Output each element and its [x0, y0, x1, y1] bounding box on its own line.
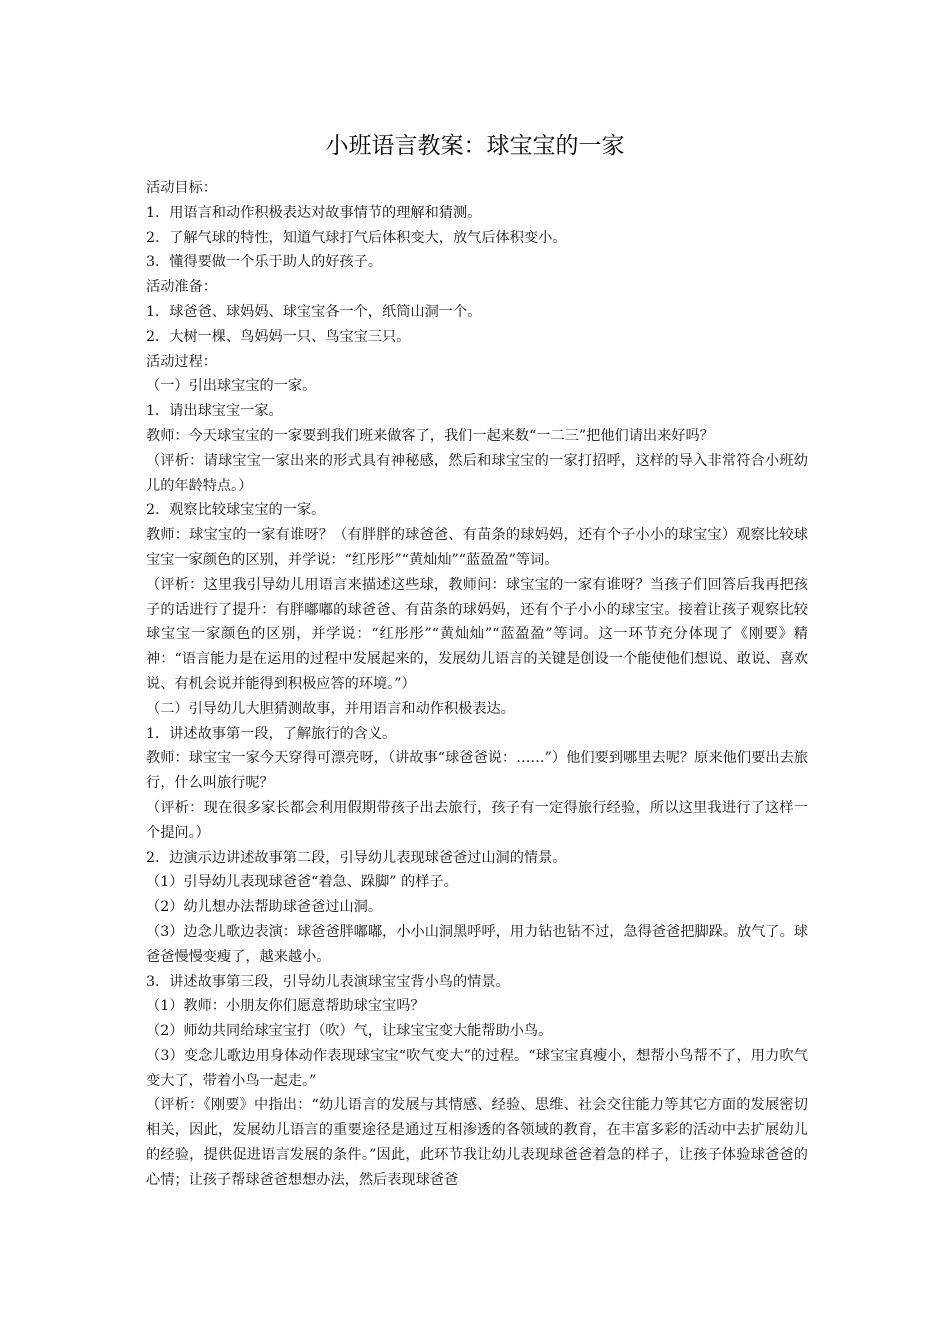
- teacher-line: 教师：球宝宝一家今天穿得可漂亮呀，（讲故事“球爸爸说：……”）他们要到哪里去呢？原来他们要出去旅行，什么叫旅行呢？: [146, 750, 808, 792]
- process-step: 1．请出球宝宝一家。: [146, 403, 283, 420]
- section-heading-process: 活动过程：: [146, 353, 217, 370]
- commentary: （评析：《刚要》中指出：“幼儿语言的发展与其情感、经验、思维、社会交往能力等其它方面的发展密切相关，因此，发展幼儿语言的重要途径是通过互相渗透的各领域的教育，在丰富多彩的活动中去扩展幼儿的经验，提供促进语言发展的条件。”因此，此环节我让幼儿表现球爸爸着急的样子，让孩子体验球爸爸的心情；让孩子帮球爸爸想想办法，然后表现球爸爸: [146, 1097, 808, 1188]
- commentary: （评析：请球宝宝一家出来的形式具有神秘感，然后和球宝宝的一家打招呼，这样的导入非常符合小班幼儿的年龄特点。）: [146, 452, 808, 494]
- preparation-item-1: 1．球爸爸、球妈妈、球宝宝各一个，纸筒山洞一个。: [146, 303, 482, 320]
- process-step: 2．观察比较球宝宝的一家。: [146, 502, 326, 519]
- process-substep: （3）边念儿歌边表演：球爸爸胖嘟嘟，小小山洞黑呼呼，用力钻也钻不过，急得爸爸把脚跺。放气了。球爸爸慢慢变瘦了，越来越小。: [146, 923, 808, 965]
- preparation-item-2: 2．大树一棵、鸟妈妈一只、鸟宝宝三只。: [146, 328, 411, 345]
- section-heading-goals: 活动目标：: [146, 180, 217, 196]
- process-part-1-heading: （一）引出球宝宝的一家。: [146, 378, 317, 395]
- document-body: [146, 176, 808, 1193]
- commentary: （评析：这里我引导幼儿用语言来描述这些球，教师问：球宝宝的一家有谁呀？当孩子们回答后我再把孩子的话进行了提升：有胖嘟嘟的球爸爸、有苗条的球妈妈，还有个子小小的球宝宝。接着让孩子观察比较球宝宝一家颜色的区别，并学说：“红彤彤”“黄灿灿”“蓝盈盈”等词。这一环节充分体现了《刚要》精神：“语言能力是在运用的过程中发展起来的，发展幼儿语言的关键是创设一个能使他们想说、敢说、喜欢说、有机会说并能得到积极应答的环境。”）: [146, 576, 808, 692]
- process-substep: （3）变念儿歌边用身体动作表现球宝宝“吹气变大”的过程。“球宝宝真瘦小，想帮小鸟帮不了，用力吹气变大了，带着小鸟一起走。”: [146, 1047, 808, 1089]
- goal-item-3: 3．懂得要做一个乐于助人的好孩子。: [146, 254, 383, 271]
- process-step: 3．讲述故事第三段，引导幼儿表演球宝宝背小鸟的情景。: [146, 973, 510, 990]
- commentary: （评析：现在很多家长都会利用假期带孩子出去旅行，孩子有一定得旅行经验，所以这里我进行了这样一个提问。）: [146, 799, 808, 841]
- process-step: 1．讲述故事第一段，了解旅行的含义。: [146, 725, 397, 742]
- goal-item-2: 2．了解气球的特性，知道气球打气后体积变大，放气后体积变小。: [146, 229, 567, 246]
- process-substep: （1）教师：小朋友你们愿意帮助球宝宝吗？: [146, 998, 425, 1015]
- process-substep: （1）引导幼儿表现球爸爸“着急、跺脚” 的样子。: [146, 874, 458, 891]
- teacher-line: 教师：球宝宝的一家有谁呀？（有胖胖的球爸爸、有苗条的球妈妈，还有个子小小的球宝宝）观察比较球宝宝一家颜色的区别，并学说：“红彤彤”“黄灿灿”“蓝盈盈”等词。: [146, 527, 808, 568]
- process-part-2-heading: （二）引导幼儿大胆猜测故事，并用语言和动作积极表达。: [146, 700, 515, 717]
- document-title: 小班语言教案：球宝宝的一家: [325, 133, 625, 159]
- process-substep: （2）幼儿想办法帮助球爸爸过山洞。: [146, 899, 383, 916]
- process-step: 2．边演示边讲述故事第二段，引导幼儿表现球爸爸过山洞的情景。: [146, 849, 567, 866]
- teacher-line: 教师：今天球宝宝的一家要到我们班来做客了，我们一起来数“一二三”把他们请出来好吗？: [146, 427, 714, 444]
- goal-item-1: 1．用语言和动作积极表达对故事情节的理解和猜测。: [146, 204, 482, 221]
- process-substep: （2）师幼共同给球宝宝打（吹）气，让球宝宝变大能帮助小鸟。: [146, 1023, 553, 1040]
- section-heading-preparation: 活动准备：: [146, 279, 217, 296]
